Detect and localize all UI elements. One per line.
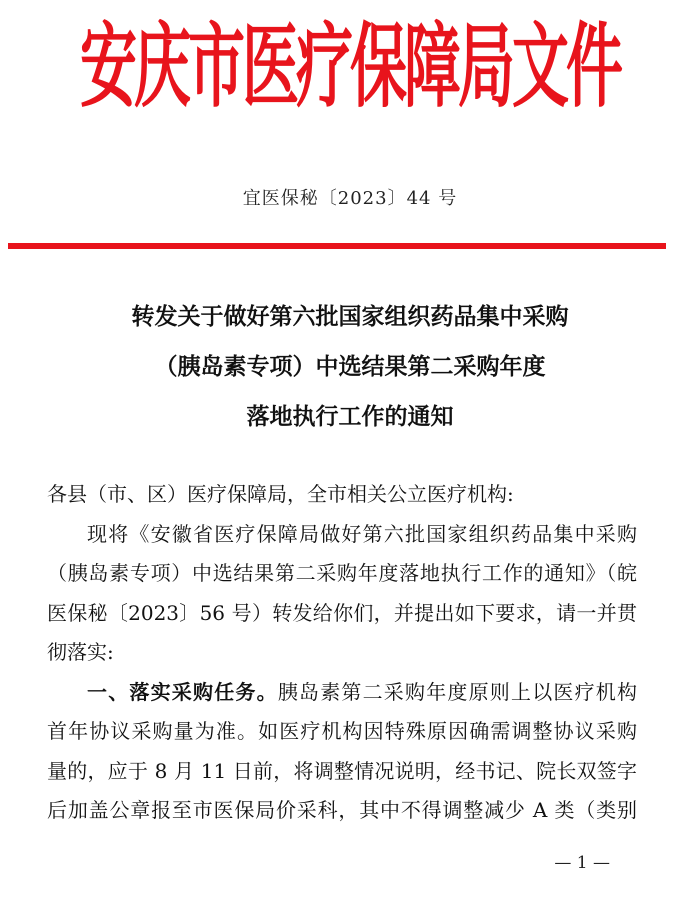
paragraph-2-line-1-text: 胰岛素第二采购年度原则上以医疗机构 xyxy=(277,679,638,704)
notice-title-line-2: （胰岛素专项）中选结果第二采购年度 xyxy=(154,354,546,380)
notice-title-line-3: 落地执行工作的通知 xyxy=(246,404,454,430)
page-number: — 1 — xyxy=(554,853,610,873)
paragraph-2-line-2: 首年协议采购量为准。如医疗机构因特殊原因确需调整协议采购 xyxy=(47,719,637,743)
document-number: 宜医保秘〔2023〕44 号 xyxy=(242,188,458,209)
masthead-title: 安庆市医疗保障局文件 xyxy=(80,13,620,121)
paragraph-1-line-1: 现将《安徽省医疗保障局做好第六批国家组织药品集中采购 xyxy=(87,521,637,546)
paragraph-1-line-4: 彻落实: xyxy=(47,640,114,664)
paragraph-2-line-3: 量的，应于 8 月 11 日前，将调整情况说明，经书记、院长双签字 xyxy=(47,758,637,783)
paragraph-2-line-1 xyxy=(47,673,637,713)
notice-title-line-1: 转发关于做好第六批国家组织药品集中采购 xyxy=(131,304,569,330)
paragraph-1-line-3: 医保秘〔2023〕56 号）转发给你们，并提出如下要求，请一并贯 xyxy=(47,600,637,625)
paragraph-1-line-2: （胰岛素专项）中选结果第二采购年度落地执行工作的通知》（皖 xyxy=(47,561,637,585)
paragraph-2-line-4: 后加盖公章报至市医保局价采科，其中不得调整减少 A 类（类别 xyxy=(47,798,637,822)
notice-body xyxy=(47,475,637,831)
notice-title xyxy=(0,292,700,442)
section-heading-1: 一、落实采购任务。 xyxy=(87,679,278,704)
red-divider-rule xyxy=(8,243,666,249)
addressee-line: 各县（市、区）医疗保障局，全市相关公立医疗机构: xyxy=(47,482,514,506)
